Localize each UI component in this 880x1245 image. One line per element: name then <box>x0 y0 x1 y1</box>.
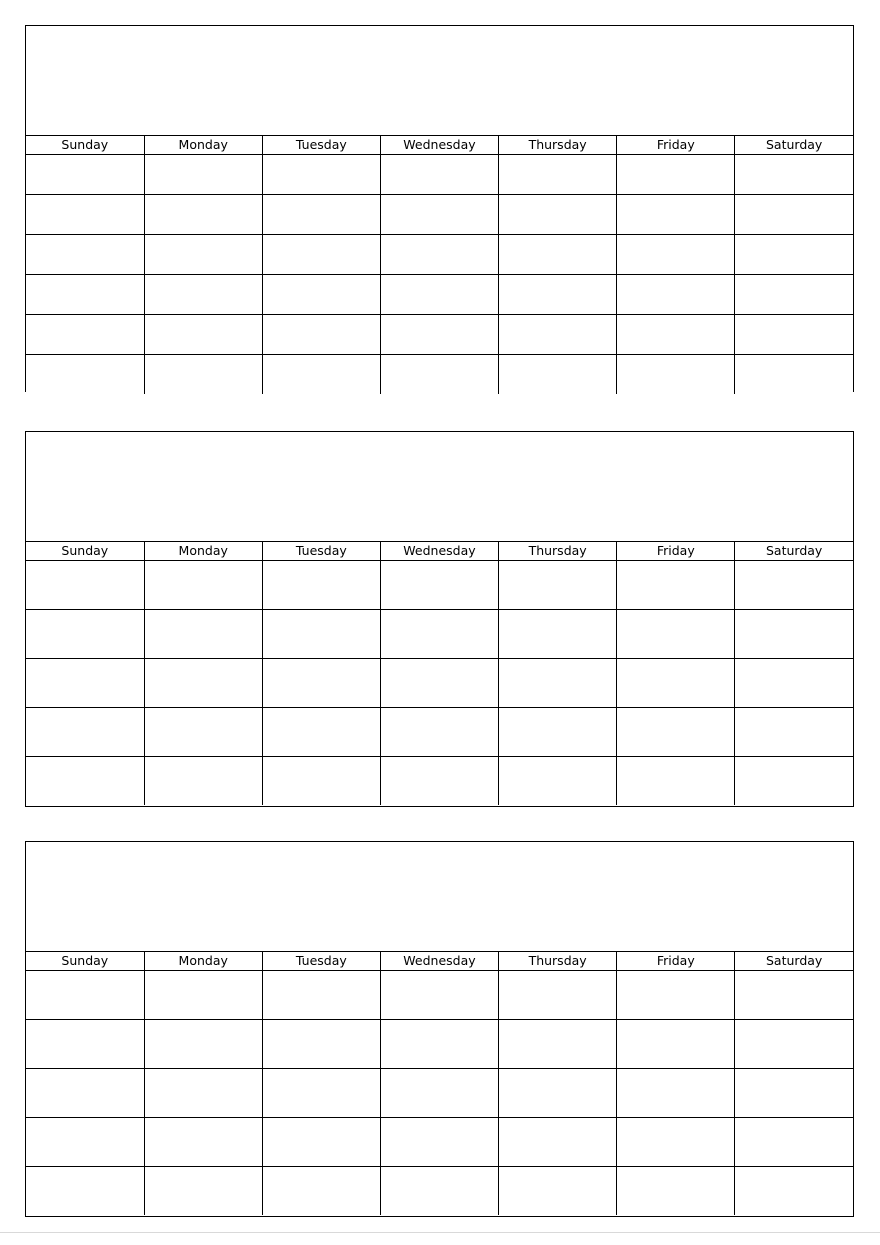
weekday-header-thursday: Thursday <box>499 136 617 154</box>
day-cell[interactable] <box>617 314 735 354</box>
weekday-header-sunday: Sunday <box>26 542 144 560</box>
day-cell[interactable] <box>499 194 617 234</box>
day-cell[interactable] <box>262 658 380 707</box>
day-cell[interactable] <box>26 314 144 354</box>
weekday-header-wednesday: Wednesday <box>380 136 498 154</box>
calendar-week-row <box>26 194 853 234</box>
day-cell[interactable] <box>499 1068 617 1117</box>
weekday-header-wednesday: Wednesday <box>380 542 498 560</box>
day-cell[interactable] <box>499 1117 617 1166</box>
day-cell[interactable] <box>26 354 144 394</box>
day-cell[interactable] <box>499 609 617 658</box>
day-cell[interactable] <box>380 154 498 194</box>
day-cell[interactable] <box>617 658 735 707</box>
day-cell[interactable] <box>380 314 498 354</box>
day-cell[interactable] <box>262 194 380 234</box>
day-cell[interactable] <box>144 609 262 658</box>
day-cell[interactable] <box>26 1019 144 1068</box>
day-cell[interactable] <box>380 609 498 658</box>
calendar-week-row <box>26 970 853 1019</box>
day-cell[interactable] <box>262 314 380 354</box>
day-cell[interactable] <box>380 1166 498 1215</box>
calendar-week-row <box>26 1019 853 1068</box>
day-cell[interactable] <box>26 234 144 274</box>
day-cell[interactable] <box>262 1068 380 1117</box>
calendar-grid-3 <box>26 952 853 1215</box>
calendar-title-1[interactable] <box>26 26 853 136</box>
day-cell[interactable] <box>735 970 853 1019</box>
day-cell[interactable] <box>499 707 617 756</box>
day-cell[interactable] <box>499 560 617 609</box>
day-cell[interactable] <box>380 354 498 394</box>
day-cell[interactable] <box>735 707 853 756</box>
calendar-block-3 <box>25 841 854 1217</box>
day-cell[interactable] <box>26 609 144 658</box>
day-cell[interactable] <box>262 756 380 805</box>
day-cell[interactable] <box>262 274 380 314</box>
weekday-header-thursday: Thursday <box>499 952 617 970</box>
day-cell[interactable] <box>617 154 735 194</box>
day-cell[interactable] <box>262 707 380 756</box>
day-cell[interactable] <box>735 756 853 805</box>
day-cell[interactable] <box>380 1117 498 1166</box>
day-cell[interactable] <box>262 154 380 194</box>
day-cell[interactable] <box>617 1068 735 1117</box>
day-cell[interactable] <box>262 1117 380 1166</box>
day-cell[interactable] <box>617 1166 735 1215</box>
day-cell[interactable] <box>380 560 498 609</box>
day-cell[interactable] <box>26 658 144 707</box>
weekday-header-row <box>26 542 853 560</box>
calendar-week-row <box>26 1117 853 1166</box>
day-cell[interactable] <box>26 154 144 194</box>
calendar-week-row <box>26 354 853 394</box>
day-cell[interactable] <box>617 274 735 314</box>
day-cell[interactable] <box>617 609 735 658</box>
weekday-header-row <box>26 136 853 154</box>
weekday-header-tuesday: Tuesday <box>262 542 380 560</box>
calendar-week-row <box>26 274 853 314</box>
day-cell[interactable] <box>735 1068 853 1117</box>
day-cell[interactable] <box>144 707 262 756</box>
day-cell[interactable] <box>617 756 735 805</box>
day-cell[interactable] <box>144 154 262 194</box>
weekday-header-saturday: Saturday <box>735 136 853 154</box>
day-cell[interactable] <box>617 234 735 274</box>
day-cell[interactable] <box>499 1019 617 1068</box>
day-cell[interactable] <box>380 658 498 707</box>
day-cell[interactable] <box>26 194 144 234</box>
weekday-header-thursday: Thursday <box>499 542 617 560</box>
calendar-block-1 <box>25 25 854 392</box>
weekday-header-tuesday: Tuesday <box>262 952 380 970</box>
day-cell[interactable] <box>617 1117 735 1166</box>
day-cell[interactable] <box>617 1019 735 1068</box>
day-cell[interactable] <box>144 756 262 805</box>
weekday-header-sunday: Sunday <box>26 136 144 154</box>
calendar-week-row <box>26 560 853 609</box>
weekday-header-friday: Friday <box>617 952 735 970</box>
day-cell[interactable] <box>735 658 853 707</box>
day-cell[interactable] <box>499 658 617 707</box>
day-cell[interactable] <box>144 970 262 1019</box>
day-cell[interactable] <box>380 234 498 274</box>
day-cell[interactable] <box>144 314 262 354</box>
day-cell[interactable] <box>735 194 853 234</box>
weekday-header-sunday: Sunday <box>26 952 144 970</box>
day-cell[interactable] <box>499 234 617 274</box>
day-cell[interactable] <box>26 707 144 756</box>
calendar-grid-1 <box>26 136 853 394</box>
day-cell[interactable] <box>499 314 617 354</box>
day-cell[interactable] <box>26 970 144 1019</box>
day-cell[interactable] <box>735 154 853 194</box>
day-cell[interactable] <box>26 1068 144 1117</box>
day-cell[interactable] <box>380 1068 498 1117</box>
day-cell[interactable] <box>617 560 735 609</box>
day-cell[interactable] <box>380 194 498 234</box>
day-cell[interactable] <box>144 1019 262 1068</box>
day-cell[interactable] <box>735 274 853 314</box>
day-cell[interactable] <box>380 756 498 805</box>
day-cell[interactable] <box>735 609 853 658</box>
day-cell[interactable] <box>617 354 735 394</box>
day-cell[interactable] <box>26 1117 144 1166</box>
day-cell[interactable] <box>617 970 735 1019</box>
day-cell[interactable] <box>499 154 617 194</box>
day-cell[interactable] <box>144 1068 262 1117</box>
day-cell[interactable] <box>735 1019 853 1068</box>
day-cell[interactable] <box>499 756 617 805</box>
calendar-week-row <box>26 314 853 354</box>
day-cell[interactable] <box>144 274 262 314</box>
day-cell[interactable] <box>262 1166 380 1215</box>
day-cell[interactable] <box>380 1019 498 1068</box>
day-cell[interactable] <box>144 1166 262 1215</box>
calendar-week-row <box>26 609 853 658</box>
day-cell[interactable] <box>144 560 262 609</box>
day-cell[interactable] <box>262 234 380 274</box>
day-cell[interactable] <box>735 234 853 274</box>
day-cell[interactable] <box>499 970 617 1019</box>
calendar-week-row <box>26 1166 853 1215</box>
day-cell[interactable] <box>499 354 617 394</box>
weekday-header-saturday: Saturday <box>735 542 853 560</box>
day-cell[interactable] <box>262 1019 380 1068</box>
weekday-header-row <box>26 952 853 970</box>
day-cell[interactable] <box>144 1117 262 1166</box>
calendar-week-row <box>26 756 853 805</box>
calendar-week-row <box>26 707 853 756</box>
calendar-week-row <box>26 154 853 194</box>
page-footer-divider <box>0 1232 880 1233</box>
calendar-grid-2 <box>26 542 853 805</box>
calendar-title-2[interactable] <box>26 432 853 542</box>
weekday-header-friday: Friday <box>617 136 735 154</box>
day-cell[interactable] <box>262 560 380 609</box>
day-cell[interactable] <box>380 274 498 314</box>
day-cell[interactable] <box>380 970 498 1019</box>
day-cell[interactable] <box>26 1166 144 1215</box>
day-cell[interactable] <box>26 560 144 609</box>
calendar-week-row <box>26 234 853 274</box>
day-cell[interactable] <box>144 354 262 394</box>
day-cell[interactable] <box>262 354 380 394</box>
day-cell[interactable] <box>262 609 380 658</box>
day-cell[interactable] <box>262 970 380 1019</box>
day-cell[interactable] <box>380 707 498 756</box>
weekday-header-friday: Friday <box>617 542 735 560</box>
day-cell[interactable] <box>499 274 617 314</box>
day-cell[interactable] <box>735 560 853 609</box>
calendar-block-2 <box>25 431 854 807</box>
weekday-header-monday: Monday <box>144 952 262 970</box>
day-cell[interactable] <box>735 314 853 354</box>
day-cell[interactable] <box>617 194 735 234</box>
day-cell[interactable] <box>735 354 853 394</box>
calendar-week-row <box>26 1068 853 1117</box>
calendar-week-row <box>26 658 853 707</box>
day-cell[interactable] <box>735 1166 853 1215</box>
day-cell[interactable] <box>735 1117 853 1166</box>
day-cell[interactable] <box>144 658 262 707</box>
weekday-header-saturday: Saturday <box>735 952 853 970</box>
weekday-header-tuesday: Tuesday <box>262 136 380 154</box>
day-cell[interactable] <box>499 1166 617 1215</box>
day-cell[interactable] <box>144 194 262 234</box>
weekday-header-wednesday: Wednesday <box>380 952 498 970</box>
day-cell[interactable] <box>144 234 262 274</box>
day-cell[interactable] <box>617 707 735 756</box>
day-cell[interactable] <box>26 274 144 314</box>
weekday-header-monday: Monday <box>144 136 262 154</box>
day-cell[interactable] <box>26 756 144 805</box>
weekday-header-monday: Monday <box>144 542 262 560</box>
calendar-title-3[interactable] <box>26 842 853 952</box>
